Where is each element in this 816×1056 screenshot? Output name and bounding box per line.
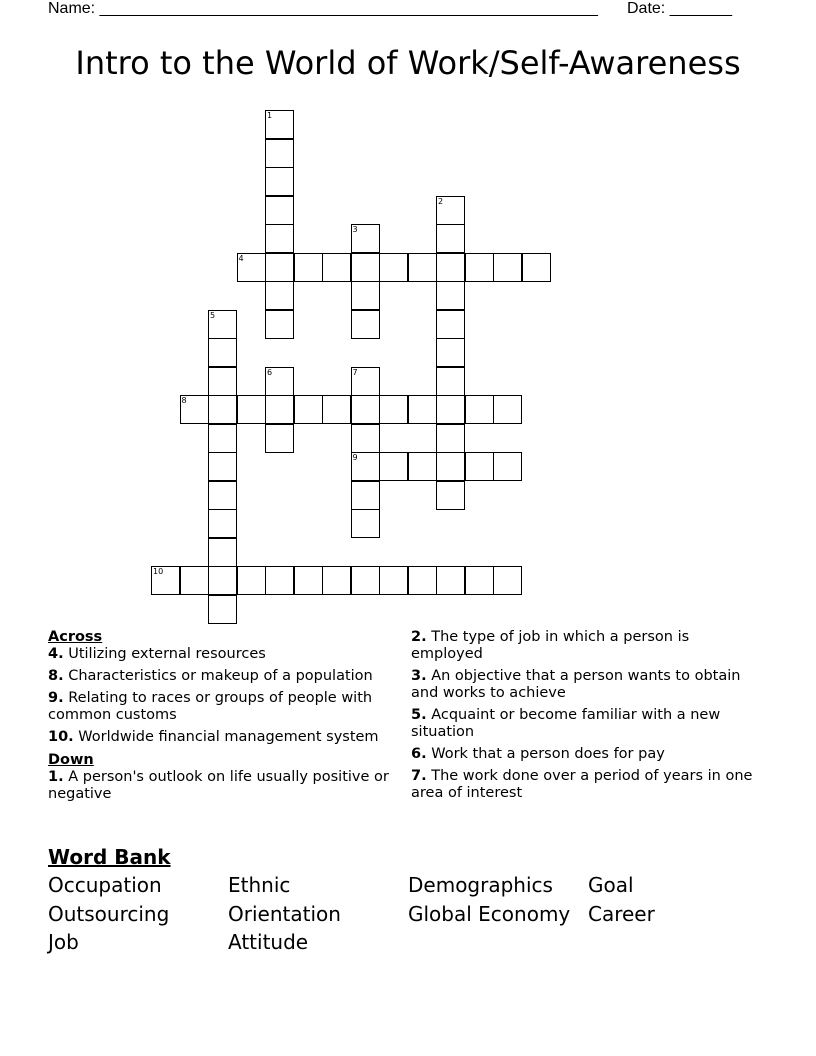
- grid-cell[interactable]: [208, 452, 237, 481]
- name-field-label: Name: ________________________________________________________: [48, 0, 598, 17]
- grid-cell[interactable]: [208, 367, 237, 396]
- clue-number: 2: [438, 196, 444, 206]
- clue-across-9: 9. Relating to races or groups of people with common customs: [48, 690, 373, 723]
- grid-cell[interactable]: [436, 424, 465, 453]
- down-heading: Down: [48, 752, 94, 768]
- word-bank-item: Ethnic: [228, 873, 291, 897]
- grid-cell[interactable]: [180, 566, 209, 595]
- grid-cell[interactable]: [208, 509, 237, 538]
- word-bank-item: Orientation: [228, 902, 341, 926]
- clue-down-3: 3. An objective that a person wants to obtain and works to achieve: [411, 668, 741, 701]
- grid-cell[interactable]: [436, 310, 465, 339]
- grid-cell[interactable]: [351, 224, 380, 253]
- grid-cell[interactable]: [265, 566, 294, 595]
- clues-right-column: [411, 629, 761, 807]
- grid-cell[interactable]: [265, 167, 294, 196]
- grid-cell[interactable]: [351, 367, 380, 396]
- grid-cell[interactable]: [408, 566, 437, 595]
- clue-down-7: 7. The work done over a period of years in one area of interest: [411, 768, 753, 801]
- grid-cell[interactable]: [351, 310, 380, 339]
- grid-cell[interactable]: [265, 367, 294, 396]
- date-field-label: Date: _______: [627, 0, 732, 17]
- grid-cell[interactable]: [493, 566, 522, 595]
- grid-cell[interactable]: [208, 424, 237, 453]
- clues-left-column: [48, 629, 398, 808]
- grid-cell[interactable]: [265, 196, 294, 225]
- clue-number: 1: [267, 111, 273, 120]
- grid-cell[interactable]: [151, 566, 180, 595]
- grid-cell[interactable]: [294, 395, 323, 424]
- grid-cell[interactable]: [265, 224, 294, 253]
- clue-across-4: 4. Utilizing external resources: [48, 646, 266, 662]
- word-bank-item: Occupation: [48, 873, 162, 897]
- grid-cell[interactable]: [408, 253, 437, 282]
- grid-cell[interactable]: [493, 253, 522, 282]
- grid-cell[interactable]: [436, 196, 465, 225]
- grid-cell[interactable]: [208, 566, 237, 595]
- word-bank-item: Career: [588, 902, 655, 926]
- clue-across-10: 10. Worldwide financial management system: [48, 729, 379, 745]
- grid-cell[interactable]: [180, 395, 209, 424]
- clue-down-2: 2. The type of job in which a person is employed: [411, 629, 690, 662]
- grid-cell[interactable]: [265, 310, 294, 339]
- grid-cell[interactable]: [265, 395, 294, 424]
- grid-cell[interactable]: [436, 367, 465, 396]
- grid-cell[interactable]: [379, 253, 408, 282]
- across-heading: Across: [48, 629, 103, 645]
- word-bank-item: Attitude: [228, 930, 309, 954]
- clue-number: 9: [352, 453, 358, 462]
- grid-cell[interactable]: [237, 253, 266, 282]
- grid-cell[interactable]: [436, 224, 465, 253]
- word-bank-item: Goal: [588, 873, 634, 897]
- grid-cell[interactable]: [237, 395, 266, 424]
- grid-cell[interactable]: [351, 566, 380, 595]
- grid-cell[interactable]: [237, 566, 266, 595]
- grid-cell[interactable]: [436, 253, 465, 282]
- grid-cell[interactable]: [351, 395, 380, 424]
- clue-number: 8: [181, 396, 187, 405]
- grid-cell[interactable]: [294, 253, 323, 282]
- grid-cell[interactable]: [436, 566, 465, 595]
- grid-cell[interactable]: [351, 452, 380, 481]
- word-bank-item: Job: [48, 930, 79, 954]
- grid-cell[interactable]: [379, 452, 408, 481]
- grid-cell[interactable]: [465, 253, 494, 282]
- grid-cell[interactable]: [436, 395, 465, 424]
- grid-cell[interactable]: [522, 253, 551, 282]
- grid-cell[interactable]: [208, 538, 237, 567]
- clue-down-6: 6. Work that a person does for pay: [411, 746, 665, 762]
- grid-cell[interactable]: [208, 310, 237, 339]
- clue-down-5: 5. Acquaint or become familiar with a new situation: [411, 707, 721, 740]
- grid-cell[interactable]: [351, 253, 380, 282]
- clue-number: 3: [352, 225, 358, 234]
- grid-cell[interactable]: [408, 452, 437, 481]
- grid-cell[interactable]: [208, 338, 237, 367]
- grid-cell[interactable]: [208, 395, 237, 424]
- grid-cell[interactable]: [351, 281, 380, 310]
- word-bank-item: Outsourcing: [48, 902, 170, 926]
- grid-cell[interactable]: [379, 395, 408, 424]
- clue-number: 6: [267, 367, 273, 377]
- grid-cell[interactable]: [208, 481, 237, 510]
- grid-cell[interactable]: [436, 281, 465, 310]
- grid-cell[interactable]: [351, 424, 380, 453]
- grid-cell[interactable]: [322, 253, 351, 282]
- grid-cell[interactable]: [265, 281, 294, 310]
- grid-cell[interactable]: [493, 452, 522, 481]
- grid-cell[interactable]: [436, 452, 465, 481]
- clue-down-1: 1. A person's outlook on life usually positive or negative: [48, 769, 389, 802]
- clue-number: 5: [210, 310, 216, 320]
- grid-cell[interactable]: [493, 395, 522, 424]
- clue-number: 4: [238, 253, 244, 263]
- word-bank-item: Demographics: [408, 873, 553, 897]
- grid-cell[interactable]: [294, 566, 323, 595]
- grid-cell[interactable]: [322, 395, 351, 424]
- grid-cell[interactable]: [465, 452, 494, 481]
- grid-cell[interactable]: [322, 566, 351, 595]
- page-title: Intro to the World of Work/Self-Awareness: [75, 44, 741, 82]
- clue-number: 10: [153, 567, 164, 576]
- word-bank-item: Global Economy: [408, 902, 571, 926]
- grid-cell[interactable]: [379, 566, 408, 595]
- grid-cell[interactable]: [265, 253, 294, 282]
- grid-cell[interactable]: [351, 509, 380, 538]
- grid-cell[interactable]: [436, 481, 465, 510]
- grid-cell[interactable]: [265, 424, 294, 453]
- grid-cell[interactable]: [351, 481, 380, 510]
- word-bank-title: Word Bank: [48, 845, 171, 869]
- grid-cell[interactable]: [436, 338, 465, 367]
- grid-cell[interactable]: [465, 566, 494, 595]
- grid-cell[interactable]: [465, 395, 494, 424]
- grid-cell[interactable]: [265, 110, 294, 139]
- grid-cell[interactable]: [408, 395, 437, 424]
- grid-cell[interactable]: [265, 139, 294, 168]
- grid-cell[interactable]: [208, 595, 237, 624]
- clue-across-8: 8. Characteristics or makeup of a population: [48, 668, 373, 684]
- clue-number: 7: [352, 367, 358, 377]
